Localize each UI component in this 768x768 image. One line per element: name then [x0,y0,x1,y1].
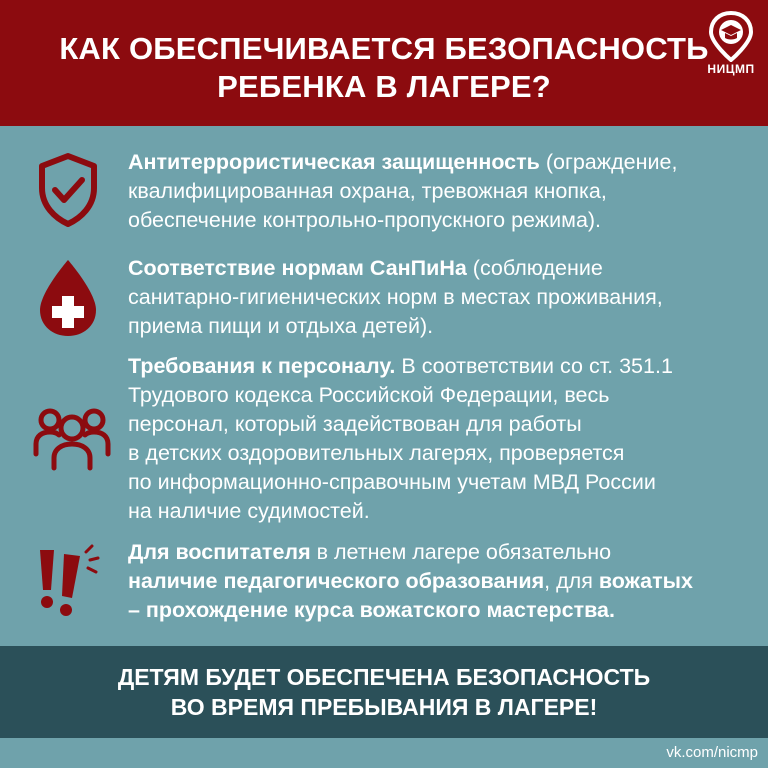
item-text-line: (соблюдение [466,256,603,280]
item-text-line: в летнем лагере обязательно [310,540,612,564]
item-bold: наличие педагогического образования [128,569,545,593]
item-text-line: по информационно-справочным учетам МВД России [128,470,656,494]
blood-drop-cross-icon [28,256,108,336]
exclamation-icon [34,544,114,624]
item-text-line: на наличие судимостей. [128,499,370,523]
item-text [128,254,753,341]
main-content [0,126,768,646]
title-line-1: КАК ОБЕСПЕЧИВАЕТСЯ БЕЗОПАСНОСТЬ [59,31,709,66]
item-text-line: квалифицированная охрана, тревожная кнопка, [128,179,607,203]
item-text [128,538,753,625]
item-bold: Для воспитателя [128,540,311,564]
item-text-line: персонал, который задействован для работы [128,412,582,436]
item-text-line: в детских оздоровительных лагерях, проверяется [128,441,625,465]
people-group-icon [32,402,112,482]
item-text-line: Трудового кодекса Российской Федерации, весь [128,383,610,407]
item-text-line: (ограждение, [539,150,678,174]
item-text-line: обеспечение контрольно-пропускного режима). [128,208,602,232]
item-bold: Антитеррористическая защищенность [128,150,540,174]
page-title [0,30,768,106]
footer-line-2: ВО ВРЕМЯ ПРЕБЫВАНИЯ В ЛАГЕРЕ! [170,694,598,720]
bottom-bar [0,738,768,768]
map-pin-graduation-cap-icon [700,10,762,62]
item-bold: – прохождение курса вожатского мастерства. [128,598,615,622]
footer-text [0,662,768,722]
item-bold: вожатых [598,569,693,593]
item-text [128,352,753,526]
site-link[interactable]: vk.com/nicmp [666,744,758,761]
item-text-line: приема пищи и отдыха детей). [128,314,434,338]
item-text [128,148,753,235]
item-bold: Требования к персоналу. [128,354,396,378]
item-text-line: санитарно-гигиенических норм в местах проживания, [128,285,663,309]
item-text-line: , для [544,569,599,593]
logo-text: НИЦМП [707,62,755,76]
header [0,0,768,126]
item-text-line: В соответствии со ст. 351.1 [395,354,673,378]
shield-check-icon [28,150,108,230]
item-bold: Соответствие нормам СанПиНа [128,256,467,280]
title-line-2: РЕБЕНКА В ЛАГЕРЕ? [217,69,551,104]
footer-banner [0,646,768,738]
logo [700,10,762,82]
footer-line-1: ДЕТЯМ БУДЕТ ОБЕСПЕЧЕНА БЕЗОПАСНОСТЬ [117,664,651,690]
